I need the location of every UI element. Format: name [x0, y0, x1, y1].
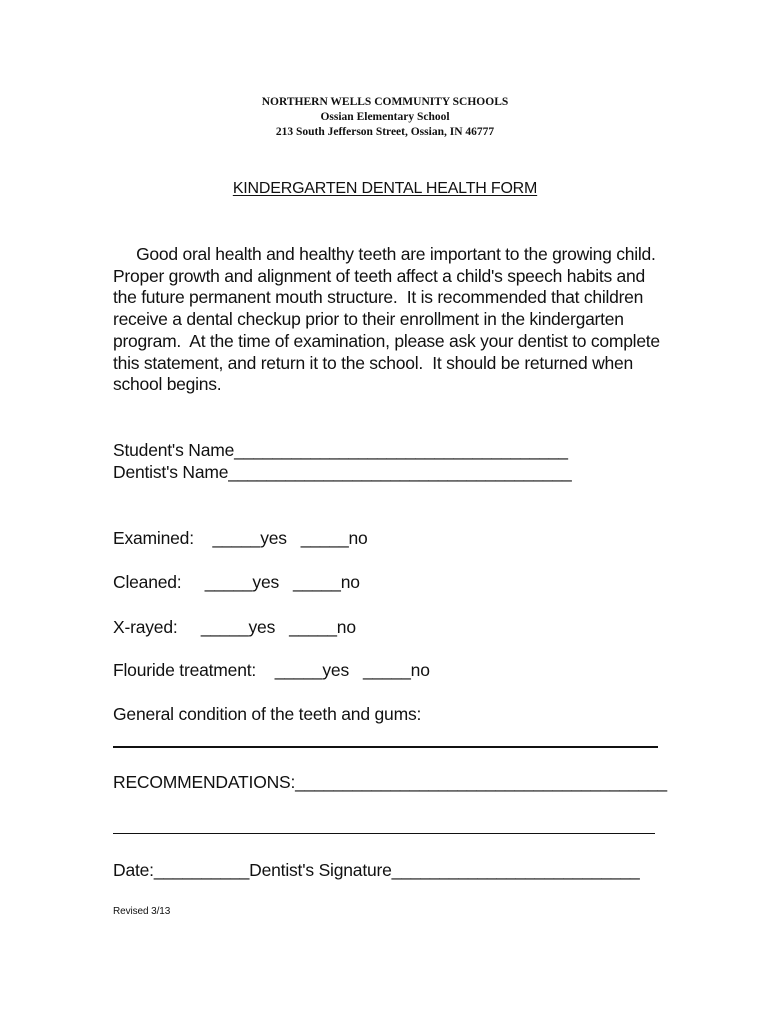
intro-paragraph: Good oral health and healthy teeth are important to the growing child. Proper growth and alignment of teeth affect a child's speech habits and the future permanent mouth structure. It is recommended that children receive a dental checkup prior to their enrollment in the kindergarten program. At the time of examination, please ask your dentist to complete this statement, and return it to the school. It should be returned when school begins. — [113, 244, 665, 395]
xrayed-check: X-rayed: _____yes _____no — [113, 617, 356, 637]
fluoride-check: Flouride treatment: _____yes _____no — [113, 660, 430, 680]
student-name-field: Student's Name___________________________________ — [113, 440, 568, 460]
revision-note: Revised 3/13 — [113, 906, 171, 917]
general-condition-line — [113, 746, 658, 748]
general-condition-label: General condition of the teeth and gums: — [113, 704, 422, 724]
date-signature-field: Date:__________Dentist's Signature__________________________ — [113, 860, 640, 880]
examined-check: Examined: _____yes _____no — [113, 528, 368, 548]
school-name: Ossian Elementary School — [320, 111, 450, 123]
school-address: 213 South Jefferson Street, Ossian, IN 46777 — [275, 126, 495, 138]
dentist-name-field: Dentist's Name____________________________________ — [113, 462, 572, 482]
cleaned-check: Cleaned: _____yes _____no — [113, 572, 360, 592]
district-name: NORTHERN WELLS COMMUNITY SCHOOLS — [261, 96, 509, 108]
form-title: KINDERGARTEN DENTAL HEALTH FORM — [232, 180, 538, 197]
recommendations-field: RECOMMENDATIONS:_______________________________________ — [113, 772, 667, 792]
recommendations-extra-line — [113, 833, 655, 834]
